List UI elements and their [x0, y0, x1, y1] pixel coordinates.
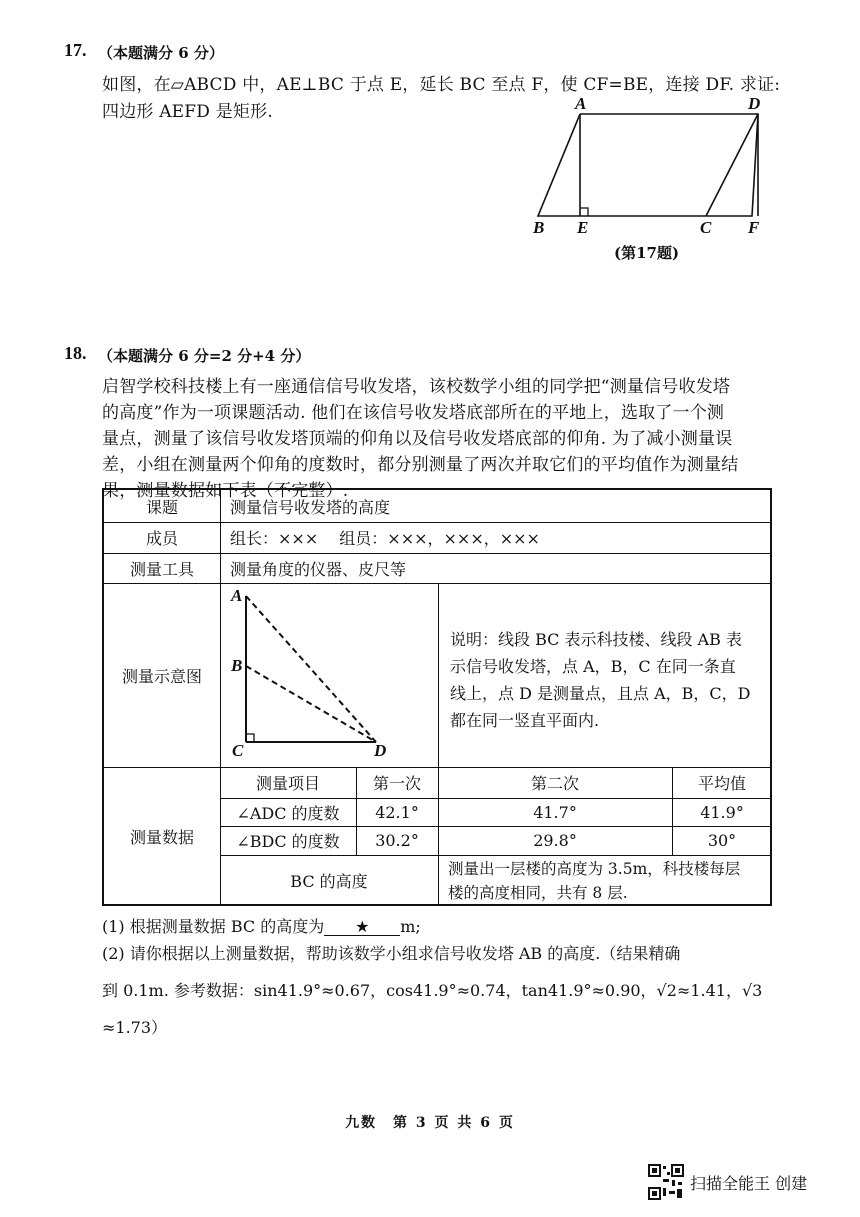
q18-sub1: (1) 根据测量数据 BC 的高度为 ★ m;: [102, 917, 421, 936]
q17-label-e: E: [577, 218, 589, 237]
row-adc-first: 42.1°: [375, 802, 419, 822]
q18-para-line3: 量点，测量了该信号收发塔顶端的仰角以及信号收发塔底部的仰角. 为了减小测量误: [102, 429, 733, 449]
q18-para-line4: 差，小组在测量两个仰角的度数时，都分别测量了两次并取它们的平均值作为测量结: [102, 455, 739, 475]
header-first: 第一次: [372, 774, 421, 793]
topic-label: 课题: [145, 497, 178, 517]
row-bdc-first: 30.2°: [375, 831, 419, 850]
scanner-watermark: 扫描全能王 创建: [648, 1164, 807, 1200]
q17-figure: [530, 110, 770, 230]
bc-height-note: 测量出一层楼的高度为 3.5m，科技楼每层 楼的高度相同，共有 8 层.: [448, 860, 741, 902]
topic-value: 测量信号收发塔的高度: [230, 497, 391, 517]
measurement-table: [102, 488, 772, 906]
q17-text-line2: 四边形 AEFD 是矩形.: [102, 102, 273, 122]
q17-label-f: F: [748, 218, 760, 237]
q18-para-line1: 启智学校科技楼上有一座通信信号收发塔，该校数学小组的同学把“测量信号收发塔: [102, 377, 731, 397]
qr-code-icon: [648, 1164, 684, 1200]
q17-label-a: A: [575, 94, 587, 113]
data-label: 测量数据: [129, 828, 194, 847]
header-item: 测量项目: [255, 774, 320, 793]
q18-sub2-line2: 到 0.1m. 参考数据：sin41.9°≈0.67，cos41.9°≈0.74，tan41.9°≈0.90，√2≈1.41，√3: [102, 981, 763, 1000]
header-second: 第二次: [530, 774, 579, 793]
q17-text-line1: 如图，在▱ABCD 中，AE⊥BC 于点 E，延长 BC 至点 F，使 CF=BE，连接 DF. 求证:: [102, 75, 781, 95]
header-average: 平均值: [697, 774, 746, 793]
diagram-label-c: C: [232, 741, 244, 760]
q18-para-line5: 果，测量数据如下表（不完整）.: [102, 481, 349, 501]
row-adc-second: 41.7°: [533, 802, 577, 822]
page-footer: 九数 第 3 页 共 6 页: [345, 1115, 515, 1131]
q18-sub2-line3: ≈1.73）: [102, 1018, 168, 1037]
q18-sub2-line1: (2) 请你根据以上测量数据，帮助该数学小组求信号收发塔 AB 的高度.（结果精确: [102, 944, 681, 963]
row-bdc-average: 30°: [707, 831, 737, 850]
answer-blank: ★: [324, 919, 400, 936]
row-bdc-second: 29.8°: [533, 831, 577, 850]
q17-score: （本题满分 6 分）: [98, 44, 224, 62]
q17-label-d: D: [748, 94, 761, 113]
members-label: 成员: [145, 529, 178, 548]
q17-number: 17.: [64, 40, 87, 60]
members-value: 组长：××× 组员：×××，×××，×××: [230, 529, 540, 548]
diagram-label: 测量示意图: [121, 666, 202, 686]
q17-label-c: C: [700, 218, 712, 237]
diagram-label-d: D: [374, 741, 387, 760]
diagram-explanation: 说明：线段 BC 表示科技楼、线段 AB 表 示信号收发塔，点 A，B，C 在同一条直 线上，点 D 是测量点，且点 A，B，C，D 都在同一竖直平面内.: [450, 630, 751, 730]
q18-para-line2: 的高度”作为一项课题活动. 他们在该信号收发塔底部所在的平地上，选取了一个测: [102, 403, 725, 423]
row-adc-item: ∠ADC 的度数: [236, 803, 340, 823]
diagram-label-a: A: [231, 586, 243, 605]
q18-score: （本题满分 6 分=2 分+4 分）: [98, 347, 311, 365]
q17-label-b: B: [533, 218, 545, 237]
row-bdc-item: ∠BDC 的度数: [236, 832, 340, 851]
bc-height-label: BC 的高度: [290, 872, 368, 891]
tools-value: 测量角度的仪器、皮尺等: [230, 559, 407, 579]
q18-number: 18.: [64, 343, 87, 363]
diagram-label-b: B: [231, 656, 243, 675]
q18-diagram: [224, 588, 434, 763]
tools-label: 测量工具: [129, 559, 194, 579]
q17-caption: (第17题): [614, 244, 680, 262]
row-adc-average: 41.9°: [700, 802, 744, 822]
